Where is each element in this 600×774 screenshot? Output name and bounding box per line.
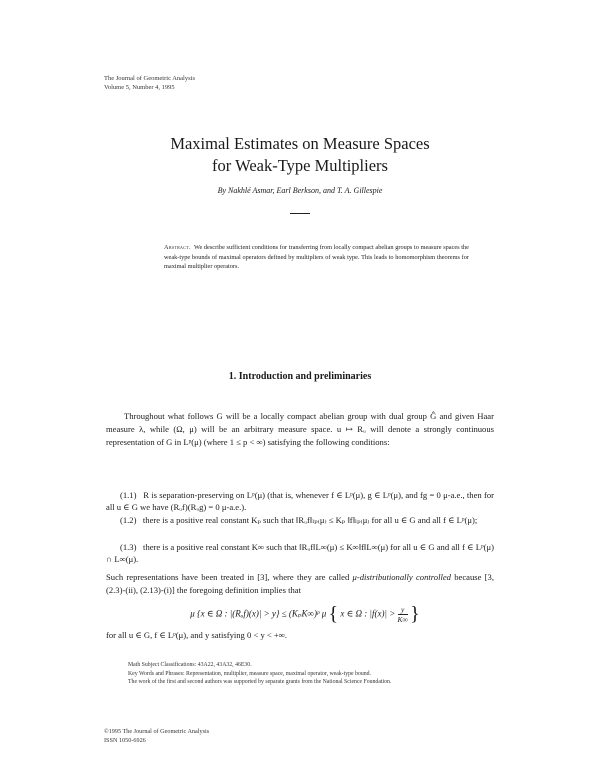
issn-line: ISSN 1050-6926 [104, 736, 146, 744]
formula-close-brace: } [410, 603, 420, 625]
display-formula [150, 603, 460, 626]
condition-1-3: (1.3) there is a positive real constant K∞ such that ‖Rᵤf‖L∞(μ) ≤ K∞‖f‖L∞(μ) for all u ∈ G and all f ∈ Lᵖ(μ) ∩ L∞(μ). [106, 542, 497, 565]
formula-left: μ {x ∈ Ω : |(Rᵤf)(x)| > y} ≤ (KₚK∞)ᵖ μ [190, 608, 327, 619]
abstract [164, 243, 469, 272]
intro-paragraph: Throughout what follows G will be a locally compact abelian group with dual group Ĝ and given Haar measure λ, while (Ω, μ) will be an arbitrary measure space. u ↦ Rᵤ will denote a strongly continuous representation of G in Lᵖ(μ) (where 1 ≤ p < ∞) satisfying the following conditions: [106, 411, 497, 448]
formula-open-brace: { [328, 603, 339, 625]
paper-title [0, 133, 600, 177]
formula-denominator: K∞ [397, 615, 408, 624]
copyright-line: ©1995 The Journal of Geometric Analysis [104, 728, 210, 735]
title-divider [290, 213, 310, 214]
para2-emphasis: μ-distributionally controlled [352, 572, 451, 582]
footnote-support: The work of the first and second authors was supported by separate grants from the National Science Foundation. [128, 679, 392, 686]
formula-fraction [398, 605, 408, 624]
formula-inner: x ∈ Ω : |f(x)| > [340, 608, 396, 619]
representation-paragraph [106, 571, 497, 597]
section-heading: 1. Introduction and preliminaries [228, 371, 372, 382]
footnotes [128, 661, 498, 687]
author-list: By Nakhlé Asmar, Earl Berkson, and T. A. Gillespie [217, 186, 383, 195]
footnote-msc: Math Subject Classifications: 43A22, 43A32, 46E30. [128, 662, 252, 668]
title-line-1: Maximal Estimates on Measure Spaces [170, 134, 430, 153]
condition-1-2: (1.2) there is a positive real constant Kₚ such that ‖Rᵤf‖ₗₚ₍μ₎ ≤ Kₚ ‖f‖ₗₚ₍μ₎ for all u ∈ G and all f ∈ Lᵖ(μ); [120, 515, 478, 525]
formula-qualifier: for all u ∈ G, f ∈ Lᵖ(μ), and y satisfying 0 < y < +∞. [106, 630, 288, 640]
para2-text-a: Such representations have been treated in [3], where they are called [106, 572, 353, 582]
condition-1-1: (1.1) R is separation-preserving on Lᵖ(μ) (that is, whenever f ∈ Lᵖ(μ), g ∈ Lᵖ(μ), and fg = 0 μ-a.e., then for all u ∈ G we have (Rᵤf)(Rᵤg) = 0 μ-a.e.). [106, 490, 497, 513]
abstract-label: Abstract. [164, 244, 191, 251]
para2-text-b: because [3, (2.3)-(ii), (2.13)-(i)] the foregoing definition implies that [106, 572, 497, 596]
footnote-keywords: Key Words and Phrases: Representation, multiplier, measure space, maximal operator, weak-type bound. [128, 670, 372, 677]
journal-name: The Journal of Geometric Analysis [104, 75, 195, 82]
copyright-notice [104, 728, 209, 745]
abstract-text: We describe sufficient conditions for transferring from locally compact abelian groups to measure spaces the weak-type bounds of maximal operators defined by multipliers of weak type. This leads to homomorphism theorems for maximal multiplier operators. [164, 244, 471, 271]
journal-header [104, 74, 195, 92]
journal-volume: Volume 5, Number 4, 1995 [104, 84, 175, 91]
title-line-2: for Weak-Type Multipliers [212, 156, 388, 175]
formula-numerator: y [398, 605, 408, 615]
